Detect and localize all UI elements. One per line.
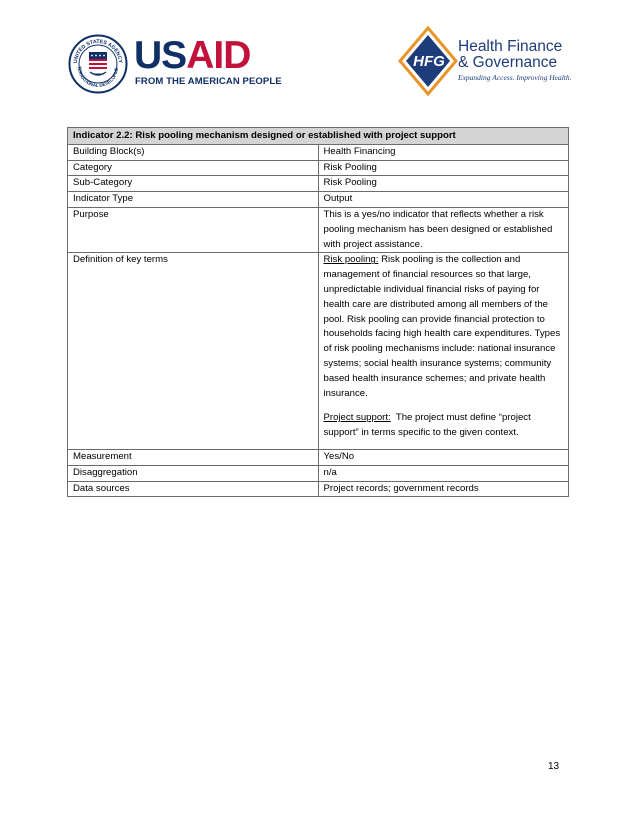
definition-risk-pooling	[324, 253, 564, 401]
hfg-logo	[398, 26, 578, 96]
definition-project-support-text: The project must define “project support” in terms specific to the given context.	[323, 412, 534, 439]
row-value-data-sources: Project records; government records	[318, 481, 569, 497]
term-project-support: Project support:	[323, 412, 391, 424]
table-row	[68, 160, 569, 176]
table-row	[68, 465, 569, 481]
table-row	[68, 253, 569, 450]
table-row	[68, 207, 569, 252]
usaid-tagline: FROM THE AMERICAN PEOPLE	[135, 76, 282, 87]
row-label-disaggregation: Disaggregation	[68, 465, 319, 481]
indicator-table	[67, 127, 569, 497]
table-row	[68, 144, 569, 160]
definition-risk-pooling-text: Risk pooling is the collection and management of financial resources so that large, unpredictable individual financial risks of paying for health care are distributed among all members of the pool. Risk pooling can provide financial protection to households facing high health care expenditures. Types of risk pooling mechanisms include: national insurance systems; social health insurance systems; community based health insurance schemes; and private health insurance.	[323, 254, 561, 399]
usaid-wordmark	[134, 36, 250, 76]
row-value-disaggregation: n/a	[318, 465, 569, 481]
row-value-building-block: Health Financing	[318, 144, 569, 160]
svg-text:HFG: HFG	[413, 53, 445, 70]
hfg-name-line2: & Governance	[458, 54, 558, 71]
row-label-data-sources: Data sources	[68, 481, 319, 497]
usaid-word-us: US	[134, 34, 187, 77]
row-value-category: Risk Pooling	[318, 160, 569, 176]
row-label-building-block: Building Block(s)	[68, 144, 319, 160]
svg-text:UNITED STATES AGENCY: UNITED STATES AGENCY	[72, 38, 124, 64]
hfg-emblem-icon	[398, 26, 462, 96]
row-label-sub-category: Sub-Category	[68, 176, 319, 192]
row-label-category: Category	[68, 160, 319, 176]
usaid-seal-icon	[68, 34, 128, 94]
table-row	[68, 176, 569, 192]
usaid-word-aid: AID	[186, 34, 251, 77]
paragraph-spacer	[324, 401, 564, 411]
definition-project-support	[324, 411, 564, 449]
table-row	[68, 481, 569, 497]
row-value-sub-category: Risk Pooling	[318, 176, 569, 192]
page-number: 13	[548, 761, 560, 772]
row-label-purpose: Purpose	[68, 207, 319, 252]
usaid-logo	[68, 34, 282, 96]
row-label-measurement: Measurement	[68, 449, 319, 465]
row-value-indicator-type: Output	[318, 192, 569, 208]
indicator-title: Indicator 2.2: Risk pooling mechanism designed or established with project support	[68, 128, 569, 145]
row-value-measurement: Yes/No	[318, 449, 569, 465]
row-label-definition: Definition of key terms	[68, 253, 319, 450]
table-row	[68, 192, 569, 208]
svg-text:INTERNATIONAL DEVELOPMENT: TERNATIONAL DEVELOPME	[76, 65, 120, 89]
hfg-tagline: Expanding Access. Improving Health.	[458, 73, 572, 82]
indicator-title-row	[68, 128, 569, 145]
hfg-name-line1: Health Finance	[458, 38, 563, 55]
row-value-purpose: This is a yes/no indicator that reflects whether a risk pooling mechanism has been designed or established with project assistance.	[318, 207, 569, 252]
term-risk-pooling: Risk pooling:	[323, 254, 379, 266]
row-value-definition	[318, 253, 569, 450]
row-label-indicator-type: Indicator Type	[68, 192, 319, 208]
table-row	[68, 449, 569, 465]
